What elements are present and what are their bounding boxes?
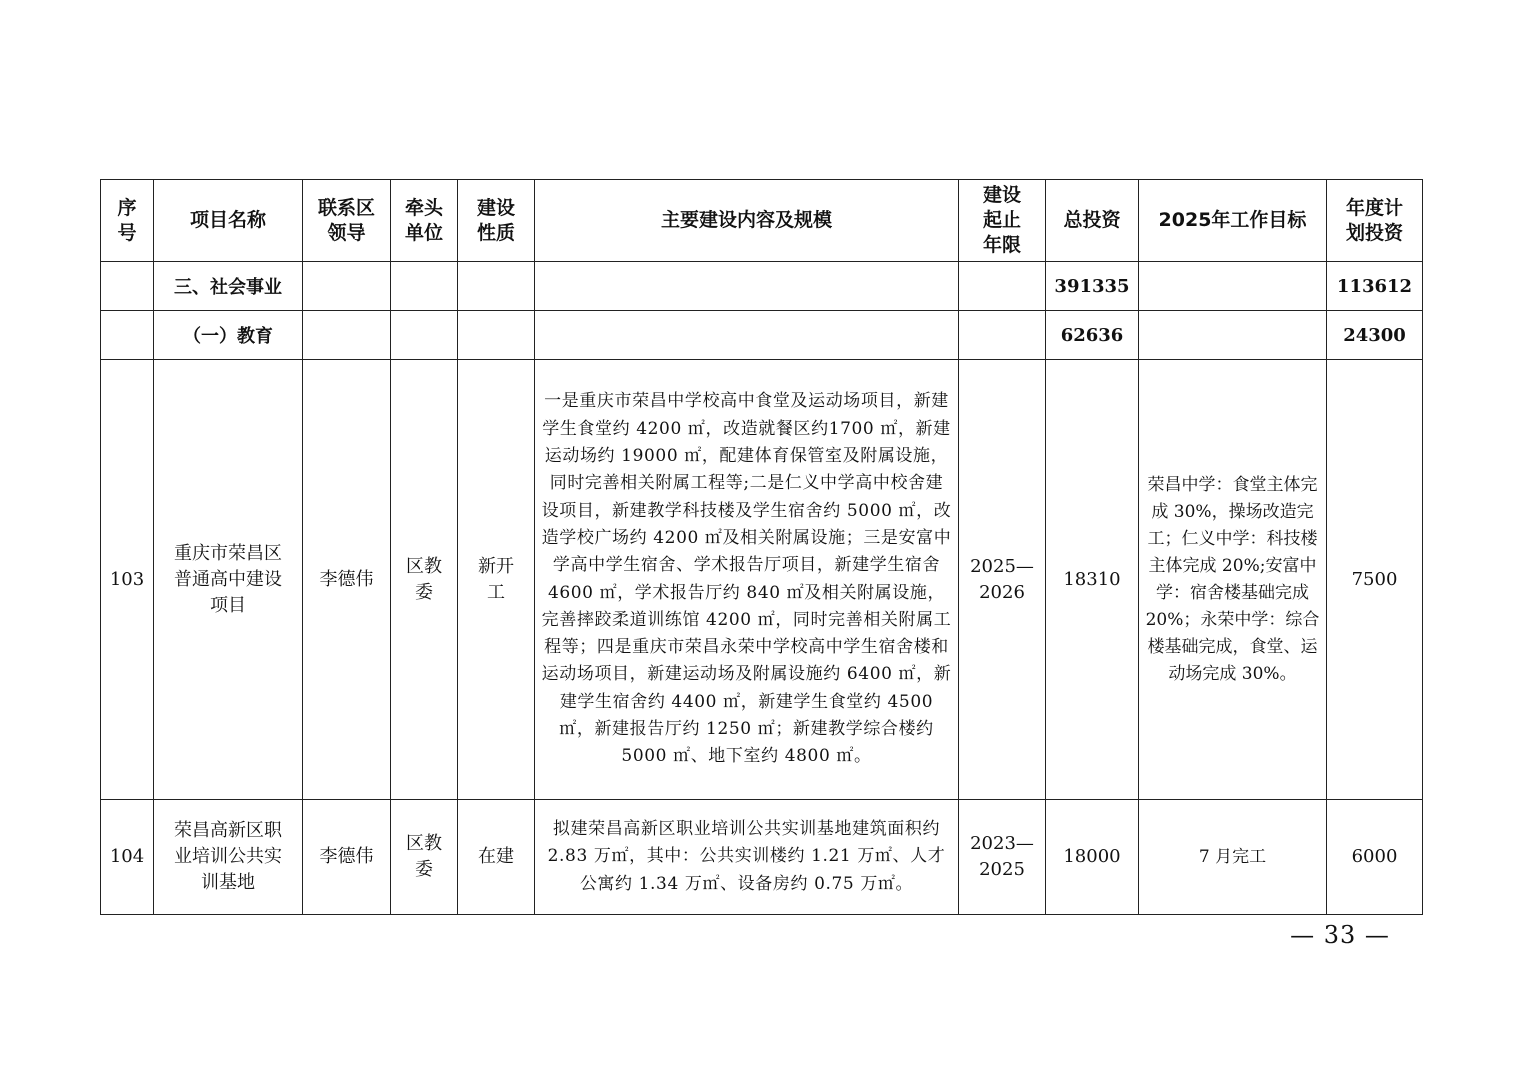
row-period: 2023—2025 [959, 800, 1046, 915]
row-leader: 李德伟 [303, 800, 391, 915]
header-nature: 建设性质 [458, 180, 535, 262]
row-total: 18000 [1046, 800, 1139, 915]
group-name: 三、社会事业 [154, 262, 303, 311]
group-row-social [101, 262, 1423, 311]
group-annual: 113612 [1327, 262, 1423, 311]
row-nature: 新开工 [458, 360, 535, 800]
header-seq: 序号 [101, 180, 154, 262]
table-row [101, 360, 1423, 800]
group-annual: 24300 [1327, 311, 1423, 360]
row-nature: 在建 [458, 800, 535, 915]
header-period: 建设起止年限 [959, 180, 1046, 262]
header-unit: 牵头单位 [391, 180, 458, 262]
row-content: 拟建荣昌高新区职业培训公共实训基地建筑面积约 2.83 万㎡，其中：公共实训楼约 1.21 万㎡、人才公寓约 1.34 万㎡、设备房约 0.75 万㎡。 [535, 800, 959, 915]
row-annual: 6000 [1327, 800, 1423, 915]
row-unit: 区教委 [391, 360, 458, 800]
row-period: 2025—2026 [959, 360, 1046, 800]
page-number: — 33 — [1290, 921, 1390, 949]
row-annual: 7500 [1327, 360, 1423, 800]
row-goal: 7 月完工 [1139, 800, 1327, 915]
row-goal: 荣昌中学：食堂主体完成 30%，操场改造完工；仁义中学：科技楼主体完成 20%;安富中学：宿舍楼基础完成 20%；永荣中学：综合楼基础完成，食堂、运动场完成 30%。 [1139, 360, 1327, 800]
row-seq: 104 [101, 800, 154, 915]
row-total: 18310 [1046, 360, 1139, 800]
group-row-education [101, 311, 1423, 360]
header-leader: 联系区领导 [303, 180, 391, 262]
row-seq: 103 [101, 360, 154, 800]
row-content: 一是重庆市荣昌中学校高中食堂及运动场项目，新建学生食堂约 4200 ㎡，改造就餐区约1700 ㎡，新建运动场约 19000 ㎡，配建体育保管室及附属设施，同时完善相关附属工程等;二是仁义中学高中校舍建设项目，新建教学科技楼及学生宿舍约 5000 ㎡，改造学校广场约 4200 ㎡及相关附属设施；三是安富中学高中学生宿舍、学术报告厅项目，新建学生宿舍 4600 ㎡，学术报告厅约 840 ㎡及相关附属设施，完善摔跤柔道训练馆 4200 ㎡，同时完善相关附属工程等；四是重庆市荣昌永荣中学校高中学生宿舍楼和运动场项目，新建运动场及附属设施约 6400 ㎡，新建学生宿舍约 4400 ㎡，新建学生食堂约 4500 ㎡，新建报告厅约 1250 ㎡；新建教学综合楼约 5000 ㎡、地下室约 4800 ㎡。 [535, 360, 959, 800]
header-goal: 2025年工作目标 [1139, 180, 1327, 262]
header-total: 总投资 [1046, 180, 1139, 262]
group-total: 391335 [1046, 262, 1139, 311]
row-project-name: 荣昌高新区职业培训公共实训基地 [154, 800, 303, 915]
project-plan-table [100, 179, 1423, 915]
row-unit: 区教委 [391, 800, 458, 915]
header-name: 项目名称 [154, 180, 303, 262]
row-leader: 李德伟 [303, 360, 391, 800]
table-header-row [101, 180, 1423, 262]
header-content: 主要建设内容及规模 [535, 180, 959, 262]
group-name: （一）教育 [154, 311, 303, 360]
row-project-name: 重庆市荣昌区普通高中建设项目 [154, 360, 303, 800]
header-annual: 年度计划投资 [1327, 180, 1423, 262]
table-row [101, 800, 1423, 915]
group-total: 62636 [1046, 311, 1139, 360]
